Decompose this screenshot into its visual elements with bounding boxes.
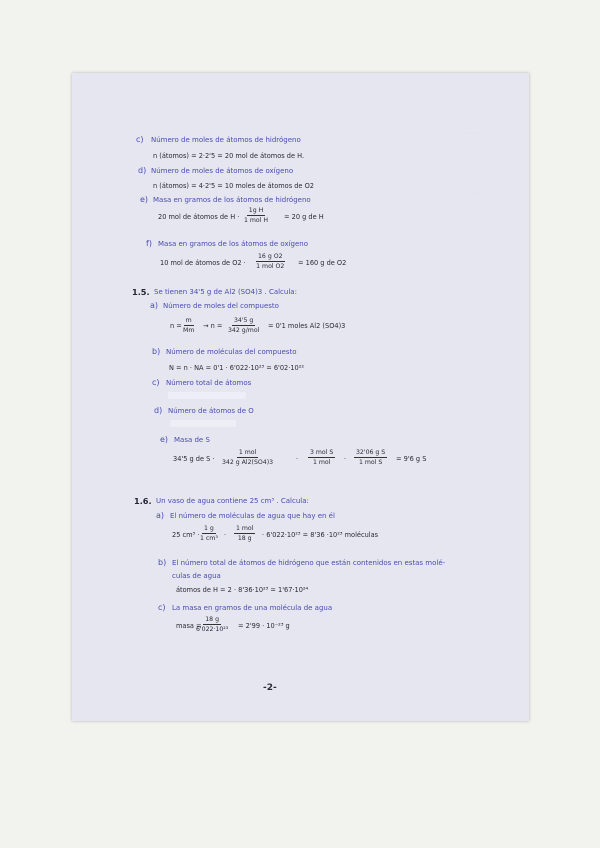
item-e-lhs: 20 mol de átomos de H · [158, 213, 240, 221]
item-1-5a-fraction-1: $\frac{m}{Mm}$ [183, 317, 195, 335]
item-1-5b-text: Número de moléculas del compuesto [166, 348, 297, 356]
item-d-text: Número de moles de átomos de oxígeno [151, 167, 294, 175]
item-1-6c-text: La masa en gramos de una molécula de agua [172, 604, 333, 612]
item-1-5b-label: b) [152, 347, 161, 356]
item-1-6c-label: c) [158, 603, 166, 612]
item-1-6c-lhs: masa = [176, 622, 202, 630]
item-1-6b-equation: átomos de H = 2 · 8'36·10²³ = 1'67·10²⁴ [176, 586, 309, 594]
item-1-5a-result: = 0'1 moles Al2 (SO4)3 [268, 322, 346, 330]
item-1-5a-label: a) [150, 301, 159, 310]
bleed-through-mark: · · · [470, 191, 480, 198]
problem-1-5-number: 1.5. [132, 287, 150, 297]
problem-1-6-number: 1.6. [134, 496, 152, 506]
item-f-text: Masa en gramos de los átomos de oxígeno [158, 240, 309, 248]
item-1-6c-result: = 2'99 · 10⁻²³ g [238, 622, 290, 630]
item-e-text: Masa en gramos de los átomos de hidrógeno [153, 196, 311, 204]
item-1-6a-lhs: 25 cm³ · [172, 531, 200, 539]
item-d-equation: n (átomos) = 4·2'5 = 10 moles de átomos de O2 [153, 182, 314, 190]
item-1-6a-dot: · [224, 531, 227, 539]
item-1-6a-text: El número de moléculas de agua que hay en él [170, 512, 335, 520]
item-1-5e-dot: · [296, 455, 299, 463]
item-f-fraction: 16 g O2 1 mol O2 [256, 253, 285, 271]
item-1-6b-label: b) [158, 558, 167, 567]
erased-answer [170, 420, 236, 427]
item-1-5e-text: Masa de S [174, 436, 210, 444]
item-1-5a-arrow: → n = [203, 322, 223, 330]
item-1-5a-fraction-2: 34'5 g 342 g/mol [228, 317, 260, 335]
problem-1-5-statement: Se tienen 34'5 g de Al2 (SO4)3 . Calcula: [154, 288, 297, 296]
item-1-5c-text: Número total de átomos [166, 379, 252, 387]
notebook-page [72, 73, 529, 721]
problem-1-6-statement: Un vaso de agua contiene 25 cm³ . Calcula: [156, 497, 309, 505]
item-e-result: = 20 g de H [284, 213, 324, 221]
item-1-6b-text-line-2: culas de agua [172, 572, 221, 580]
item-d-label: d) [138, 166, 147, 175]
item-c-text: Número de moles de átomos de hidrógeno [151, 136, 301, 144]
item-1-5e-dot-2: · [344, 455, 347, 463]
item-1-5a-lhs: n = [170, 322, 182, 330]
item-1-6a-label: a) [156, 511, 165, 520]
item-f-label: f) [146, 239, 152, 248]
item-1-5e-fraction-3: 32'06 g S 1 mol S [356, 449, 386, 467]
item-1-5e-lhs: 34'5 g de S · [173, 455, 215, 463]
item-1-5d-label: d) [154, 406, 163, 415]
item-1-6a-fraction-1: $\frac{1 g}{\text{1 cm³}}$ [200, 525, 218, 543]
item-e-fraction: 1g H 1 mol H [244, 207, 269, 225]
bleed-through-mark: · · · · · [464, 131, 482, 138]
item-1-6c-fraction: $\frac{18 g}{\text{6'022·10²³}}$ [196, 616, 229, 634]
item-1-5d-text: Número de átomos de O [168, 407, 254, 415]
item-1-5e-label: e) [160, 435, 169, 444]
erased-answer [168, 392, 246, 399]
item-1-6a-fraction-2: 1 mol 18 g [236, 525, 254, 543]
item-1-5b-equation: N = n · NA = 0'1 · 6'022·10²³ = 6'02·10²² [169, 364, 305, 372]
item-1-5c-label: c) [152, 378, 160, 387]
item-1-5e-fraction-2: 3 mol S 1 mol [310, 449, 334, 467]
page-number: -2- [263, 683, 277, 693]
item-c-equation: n (átomos) = 2·2'5 = 20 mol de átomos de H. [153, 152, 305, 160]
item-c-label: c) [136, 135, 144, 144]
item-f-lhs: 10 mol de átomos de O2 · [160, 259, 246, 267]
item-f-result: = 160 g de O2 [298, 259, 347, 267]
item-1-5a-text: Número de moles del compuesto [163, 302, 279, 310]
item-1-5e-result: = 9'6 g S [396, 455, 427, 463]
item-1-6b-text-line-1: El número total de átomos de hidrógeno que están contenidos en estas molé- [172, 559, 446, 567]
item-1-6a-result: · 6'022·10²³ = 8'36 ·10²³ moléculas [262, 531, 379, 539]
item-1-5e-fraction-1: 1 mol 342 g Al2(SO4)3 [222, 449, 274, 467]
item-e-label: e) [140, 195, 149, 204]
